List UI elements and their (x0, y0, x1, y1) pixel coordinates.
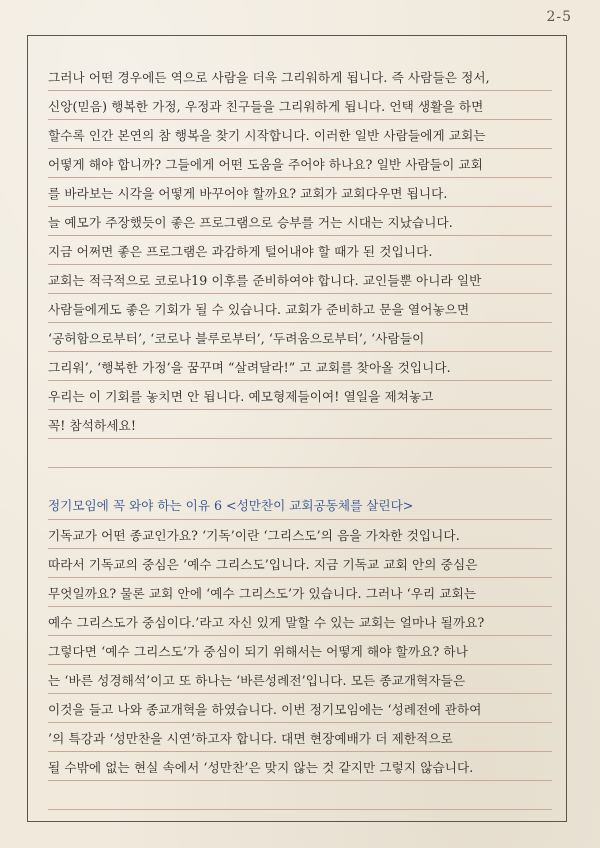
text-line: 기독교가 어떤 종교인가요? ‘기독’이란 ‘그리스도’의 음을 가차한 것입니다. (48, 520, 552, 549)
text-line: 할수록 인간 본연의 참 행복을 찾기 시작합니다. 이러한 일반 사람들에게 교회는 (48, 120, 552, 149)
text-line: 그렇다면 ‘예수 그리스도’가 중심이 되기 위해서는 어떻게 해야 할까요? 하나 (48, 636, 552, 665)
text-line: 는 ‘바른 성경해석’이고 또 하나는 ‘바른성례전’입니다. 모든 종교개혁자들은 (48, 665, 552, 694)
text-line: 우리는 이 기회를 놓치면 안 됩니다. 예모형제들이여! 열일을 제쳐놓고 (48, 381, 552, 410)
text-line: 늘 예모가 주장했듯이 좋은 프로그램으로 승부를 거는 시대는 지났습니다. (48, 207, 552, 236)
text-line: 사람들에게도 좋은 기회가 될 수 있습니다. 교회가 준비하고 문을 열어놓으면 (48, 294, 552, 323)
section-heading: 정기모임에 꼭 와야 하는 이유 6 <성만찬이 교회공동체를 살린다> (48, 491, 552, 520)
text-line: ’의 특강과 ‘성만찬을 시연’하고자 합니다. 대면 현장예배가 더 제한적으로 (48, 723, 552, 752)
text-line: 이것을 들고 나와 종교개혁을 하였습니다. 이번 정기모임에는 ‘성례전에 관하여 (48, 694, 552, 723)
text-line: 예수 그리스도가 중심이다.’라고 자신 있게 말할 수 있는 교회는 얼마나 될까요? (48, 607, 552, 636)
text-line: 무엇일까요? 물론 교회 안에 ‘예수 그리스도’가 있습니다. 그러나 ‘우리 교회는 (48, 578, 552, 607)
text-line: 를 바라보는 시각을 어떻게 바꾸어야 할까요? 교회가 교회다우면 됩니다. (48, 178, 552, 207)
text-line: 될 수밖에 없는 현실 속에서 ‘성만찬’은 맞지 않는 것 같지만 그렇지 않습니다. (48, 752, 552, 781)
body-section-2 (48, 520, 552, 810)
body-section-1 (48, 62, 552, 468)
text-line: 그러나 어떤 경우에든 역으로 사람을 더욱 그리워하게 됩니다. 즉 사람들은 정서, (48, 62, 552, 91)
page-number: 2-5 (546, 9, 572, 25)
text-line: 신앙(믿음) 행복한 가정, 우정과 친구들을 그리워하게 됩니다. 언택 생활을 하면 (48, 91, 552, 120)
text-line (48, 781, 552, 810)
text-line: 따라서 기독교의 중심은 ‘예수 그리스도’입니다. 지금 기독교 교회 안의 중심은 (48, 549, 552, 578)
text-line: 지금 어쩌면 좋은 프로그램은 과감하게 털어내야 할 때가 된 것입니다. (48, 236, 552, 265)
text-line: 꼭! 참석하세요! (48, 410, 552, 439)
text-line: 어떻게 해야 합니까? 그들에게 어떤 도움을 주어야 하나요? 일반 사람들이 교회 (48, 149, 552, 178)
text-line: 그리워’, ‘행복한 가정’을 꿈꾸며 “살려달라!” 고 교회를 찾아올 것입니다. (48, 352, 552, 381)
text-line: ‘공허함으로부터’, ‘코로나 블루로부터’, ‘두려움으로부터’, ‘사람들이 (48, 323, 552, 352)
text-line: 교회는 적극적으로 코로나19 이후를 준비하여야 합니다. 교인들뿐 아니라 일반 (48, 265, 552, 294)
text-line (48, 439, 552, 468)
